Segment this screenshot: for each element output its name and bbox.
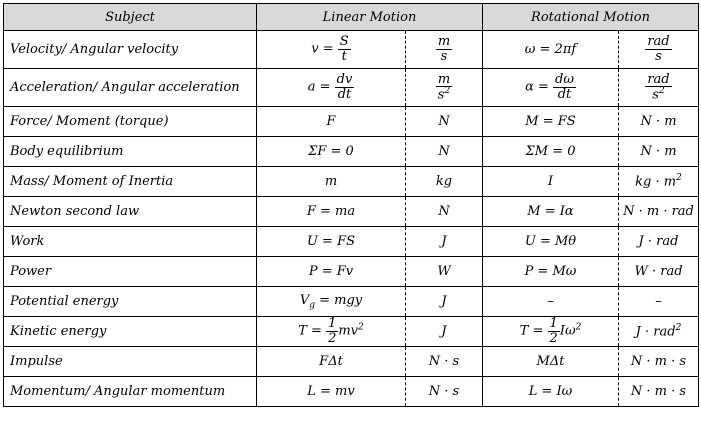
subject-cell: Body equilibrium [4,137,257,167]
linear-formula-cell [257,197,406,227]
linear-formula-cell [257,69,406,107]
fraction-numerator: dv [336,72,353,88]
fraction-denominator: $s^2$ [652,86,665,103]
cell-text: – [547,294,554,309]
rotational-formula-cell [483,31,619,69]
linear-formula-cell [257,107,406,137]
linear-unit-cell [406,69,483,107]
linear-formula-cell [257,377,406,407]
fraction-numerator: dω [555,72,574,88]
rotational-unit-cell [619,167,699,197]
fraction [436,73,452,103]
formula-lhs: T = [298,324,327,339]
cell-text: N · m · rad [623,204,694,219]
fraction-denominator: dt [337,87,352,102]
header-linear-motion: Linear Motion [257,4,483,31]
rotational-unit-cell [619,31,699,69]
table-row [4,167,699,197]
fraction-denominator: dt [557,87,572,102]
linear-formula-cell [257,137,406,167]
cell-text: N [438,114,450,129]
rotational-formula-cell [483,287,619,317]
linear-unit-cell [406,287,483,317]
cell-text: P = Mω [524,264,577,279]
table-row [4,317,699,347]
fraction-numerator: rad [647,71,670,87]
cell-text: P = Fv [308,264,354,279]
linear-formula-cell [257,317,406,347]
exponent: 2 [675,323,682,334]
rotational-formula-cell [483,137,619,167]
cell-text: W [437,264,451,279]
linear-formula-cell [257,31,406,69]
table-row [4,137,699,167]
rotational-unit-cell [619,257,699,287]
cell-text: J · rad [638,234,679,249]
cell-text: ΣF = 0 [308,144,354,159]
rotational-formula-cell [483,69,619,107]
exponent: 2 [358,322,364,333]
header-row [4,4,699,31]
fraction-denominator: s [655,49,662,64]
linear-formula-cell [257,287,406,317]
cell-text: ΣM = 0 [525,144,576,159]
formula-symbol: V [299,292,310,308]
cell-text: U = Mθ [524,234,577,249]
exponent: 2 [575,322,582,333]
subject-cell: Acceleration/ Angular acceleration [4,69,257,107]
subscript: g [309,300,315,311]
cell-text: L = Iω [528,384,573,399]
cell-text: J [441,234,447,249]
cell-text: N · m [640,144,677,159]
fraction-denominator: 2 [549,331,558,346]
cell-text: N · s [428,354,460,369]
formula-tail: = mgy [315,292,363,308]
cell-text: FΔt [319,354,343,369]
linear-formula-cell [257,227,406,257]
cell-text: N [438,144,450,159]
unit-base: J · rad [635,324,676,340]
cell-text: m [324,174,338,189]
fraction [645,73,671,103]
comparison-table-container [3,3,699,407]
comparison-table [3,3,699,407]
table-body [4,31,699,407]
rotational-formula-cell [483,257,619,287]
table-row [4,107,699,137]
fraction-denominator: t [341,49,347,64]
fraction-numerator: S [339,34,349,50]
formula-tail: mv [338,324,359,339]
subject-cell: Mass/ Moment of Inertia [4,167,257,197]
rotational-unit-cell [619,197,699,227]
formula-lhs: v = [311,42,338,57]
linear-unit-cell [406,107,483,137]
exponent: 2 [676,173,682,184]
rotational-unit-cell [619,107,699,137]
subject-cell: Work [4,227,257,257]
rotational-formula-cell [483,197,619,227]
rotational-formula-cell [483,227,619,257]
header-rotational-motion: Rotational Motion [483,4,699,31]
linear-unit-cell [406,137,483,167]
fraction [553,73,576,101]
subject-cell: Kinetic energy [4,317,257,347]
fraction-denominator: $s^2$ [437,86,451,103]
exponent: 2 [658,86,665,97]
cell-text: – [655,294,662,309]
fraction-numerator: m [437,34,451,50]
cell-text: F [326,114,336,129]
fraction [326,317,338,345]
rotational-unit-cell [619,317,699,347]
rotational-unit-cell [619,137,699,167]
rotational-unit-cell [619,347,699,377]
subject-cell: Force/ Moment (torque) [4,107,257,137]
table-row [4,31,699,69]
table-row [4,227,699,257]
rotational-formula-cell [483,347,619,377]
cell-text: N · m · s [630,354,687,369]
cell-text: kg [435,174,453,189]
unit-base: kg · m [635,174,677,190]
header-subject: Subject [4,4,257,31]
formula-lhs: T = [519,324,548,339]
linear-formula-cell [257,257,406,287]
formula-lhs: a = [307,80,335,95]
cell-text: I [547,174,554,189]
cell-text: ω = 2πf [524,42,577,57]
cell-text: N · m · s [630,384,687,399]
cell-text: M = FS [525,114,576,129]
fraction-numerator: 1 [328,316,337,332]
fraction-numerator: rad [647,34,670,50]
table-row [4,69,699,107]
table-row [4,377,699,407]
fraction-numerator: 1 [549,316,558,332]
cell-text: U = FS [306,234,356,249]
subject-cell: Newton second law [4,197,257,227]
subject-cell: Power [4,257,257,287]
rotational-unit-cell [619,377,699,407]
fraction [436,35,452,63]
formula-lhs: α = [525,80,553,95]
linear-unit-cell [406,167,483,197]
rotational-unit-cell [619,287,699,317]
fraction [338,35,351,63]
linear-unit-cell [406,197,483,227]
linear-unit-cell [406,257,483,287]
rotational-unit-cell [619,69,699,107]
linear-unit-cell [406,227,483,257]
fraction [335,73,355,101]
table-row [4,287,699,317]
subject-cell: Velocity/ Angular velocity [4,31,257,69]
linear-formula-cell [257,347,406,377]
formula-tail: Iω [559,324,576,339]
linear-unit-cell [406,377,483,407]
linear-formula-cell [257,167,406,197]
fraction [548,317,560,345]
fraction-numerator: m [436,73,452,88]
fraction-denominator: 2 [328,331,337,346]
rotational-formula-cell [483,317,619,347]
cell-text: MΔt [536,354,565,369]
subject-cell: Potential energy [4,287,257,317]
cell-text: N [438,204,450,219]
cell-text: M = Iα [527,204,574,219]
rotational-formula-cell [483,377,619,407]
fraction [645,35,671,63]
table-row [4,197,699,227]
table-row [4,347,699,377]
cell-text: N · s [428,384,460,399]
cell-text: J [441,294,447,309]
exponent: 2 [444,86,451,97]
table-row [4,257,699,287]
linear-unit-cell [406,347,483,377]
cell-text: F = ma [306,204,356,219]
cell-text: J [441,324,447,339]
linear-unit-cell [406,317,483,347]
rotational-unit-cell [619,227,699,257]
fraction-denominator: s [440,49,448,64]
cell-text: L = mv [307,384,355,399]
cell-text: W · rad [634,264,683,279]
subject-cell: Impulse [4,347,257,377]
linear-unit-cell [406,31,483,69]
subject-cell: Momentum/ Angular momentum [4,377,257,407]
rotational-formula-cell [483,107,619,137]
cell-text: N · m [640,114,677,129]
rotational-formula-cell [483,167,619,197]
